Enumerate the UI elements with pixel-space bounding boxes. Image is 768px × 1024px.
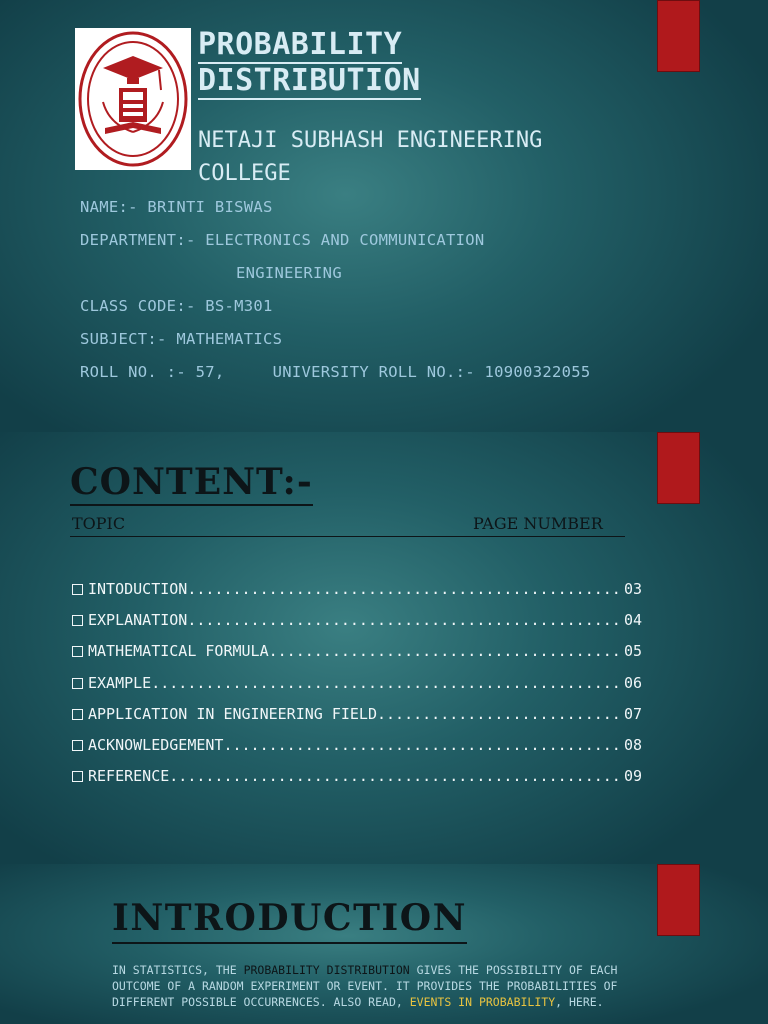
toc-item-page: 08: [623, 735, 642, 754]
toc-item[interactable]: [72, 668, 642, 699]
checkbox-bullet-icon: [72, 646, 83, 657]
toc-item-page: 03: [623, 580, 642, 598]
toc-item-label: EXAMPLE: [88, 673, 152, 692]
introduction-slide: [0, 864, 768, 1024]
intro-text-part: IN STATISTICS, THE: [112, 963, 244, 977]
title-line-2: DISTRIBUTION: [198, 63, 421, 98]
subject: SUBJECT:- MATHEMATICS: [80, 330, 283, 348]
college-line-2: COLLEGE: [198, 161, 291, 186]
toc-item[interactable]: [72, 636, 642, 667]
probability-distribution-link[interactable]: PROBABILITY DISTRIBUTION: [243, 963, 410, 977]
toc-item[interactable]: [72, 699, 642, 730]
introduction-heading: INTRODUCTION: [112, 894, 467, 944]
intro-text-part: , HERE.: [555, 995, 604, 1009]
toc-item-label: INTODUCTION: [88, 580, 188, 598]
table-of-contents: [72, 574, 642, 792]
title-slide: [0, 0, 768, 432]
toc-item-label: MATHEMATICAL FORMULA: [88, 642, 269, 661]
college-line-1: NETAJI SUBHASH ENGINEERING: [198, 128, 543, 153]
toc-item-page: 06: [623, 673, 642, 692]
toc-item-label: APPLICATION IN ENGINEERING FIELD: [88, 704, 377, 723]
checkbox-bullet-icon: [72, 678, 83, 689]
toc-header-topic: TOPIC: [72, 514, 126, 533]
checkbox-bullet-icon: [72, 584, 83, 595]
introduction-paragraph: [112, 962, 657, 1010]
toc-item[interactable]: [72, 761, 642, 792]
checkbox-bullet-icon: [72, 709, 83, 720]
intro-text-part: GIVES THE POSSIBILITY OF EACH OUTCOME OF A RANDOM EXPERIMENT OR EVENT. IT PROVIDES THE PROBABILITIES OF DIFFERENT POSSIBLE OCCURRENCES. ALSO READ,: [112, 963, 618, 1009]
red-tab-decoration: [657, 0, 700, 72]
toc-header: [70, 512, 625, 537]
toc-item-label: ACKNOWLEDGEMENT: [88, 735, 224, 754]
content-heading: CONTENT:-: [70, 460, 313, 506]
college-name: [198, 124, 658, 190]
toc-item-page: 09: [623, 767, 642, 786]
title-line-1: PROBABILITY: [198, 27, 403, 62]
toc-item[interactable]: [72, 574, 642, 605]
class-code: CLASS CODE:- BS-M301: [80, 297, 273, 315]
department-continued: ENGINEERING: [236, 264, 342, 282]
toc-item-page: 04: [623, 611, 642, 630]
presentation-title: [198, 28, 421, 100]
content-slide: [0, 432, 768, 864]
student-name: NAME:- BRINTI BISWAS: [80, 198, 273, 216]
toc-item-page: 07: [623, 704, 642, 723]
checkbox-bullet-icon: [72, 615, 83, 626]
red-tab-decoration: [657, 864, 700, 936]
toc-item-label: EXPLANATION: [88, 611, 188, 630]
red-tab-decoration: [657, 432, 700, 504]
toc-header-page: PAGE NUMBER: [473, 514, 603, 533]
events-in-probability-link[interactable]: EVENTS IN PROBABILITY: [409, 995, 556, 1009]
checkbox-bullet-icon: [72, 771, 83, 782]
department: DEPARTMENT:- ELECTRONICS AND COMMUNICATION: [80, 231, 485, 249]
roll-numbers: ROLL NO. :- 57, UNIVERSITY ROLL NO.:- 10900322055: [80, 363, 591, 381]
toc-item[interactable]: [72, 605, 642, 636]
college-logo: [75, 28, 191, 170]
checkbox-bullet-icon: [72, 740, 83, 751]
toc-item-label: REFERENCE: [88, 767, 170, 786]
toc-item[interactable]: [72, 730, 642, 761]
toc-item-page: 05: [623, 642, 642, 661]
